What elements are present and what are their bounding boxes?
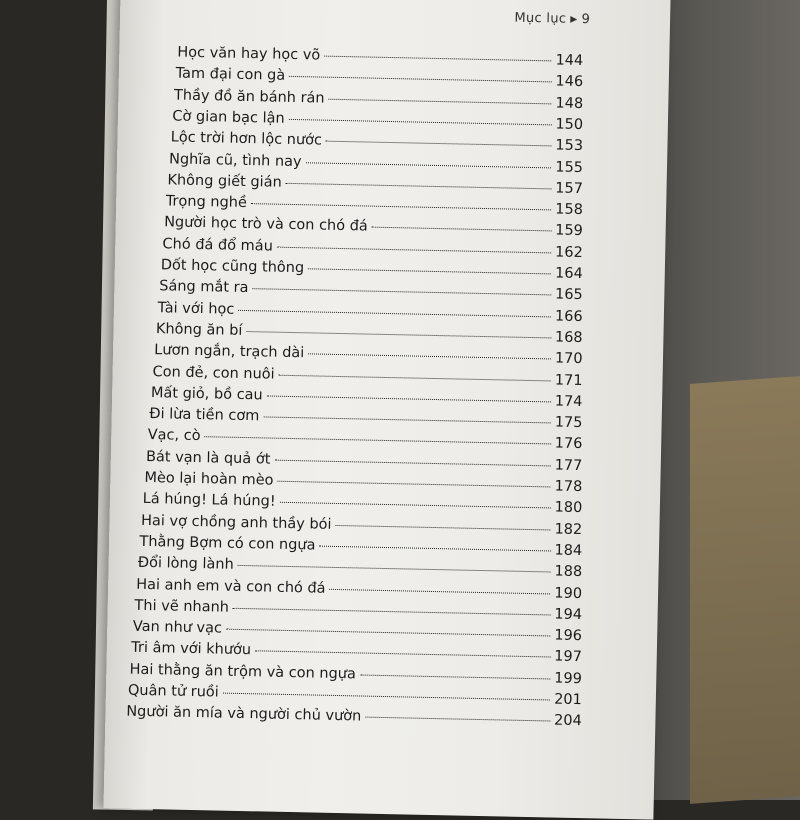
toc-entry-page: 155 [555,158,584,176]
table-of-contents [119,43,669,730]
toc-entry [151,385,583,410]
toc-entry-title: Đổi lòng lành [137,555,234,574]
dot-leader [289,76,551,82]
toc-entry [128,683,582,709]
toc-entry-title: Không ăn bí [155,321,243,339]
dot-leader [233,608,550,616]
dot-leader [255,651,550,658]
toc-entry-page: 162 [554,244,583,261]
toc-entry-page: 165 [554,286,583,304]
toc-entry-page: 175 [554,414,583,432]
toc-entry-title: Lươn ngắn, trạch dài [154,342,305,362]
toc-entry-title: Vạc, cò [147,427,201,445]
toc-entry [162,236,583,261]
dot-leader [326,141,551,147]
toc-entry-page: 153 [555,137,584,155]
dot-leader [252,288,551,295]
toc-entry-title: Thi vẽ nhanh [134,597,230,616]
toc-entry-title: Quân tử ruồi [127,682,219,701]
header-label: Mục lục [514,10,567,27]
toc-entry-page: 177 [554,457,583,474]
toc-entry [138,555,583,580]
toc-entry-page: 176 [554,435,583,453]
dot-leader [360,674,550,679]
toc-entry [141,512,582,537]
toc-entry-page: 188 [554,563,583,581]
toc-entry-page: 157 [555,180,584,197]
dot-leader [263,417,550,424]
dot-leader [330,588,551,594]
toc-entry-title: Lộc trời hơn lộc nước [170,129,323,149]
toc-entry [152,364,582,389]
toc-entry-page: 168 [554,329,583,346]
toc-entry-title: Tam đại con gà [175,65,286,85]
dot-leader [329,98,552,104]
dot-leader [204,437,550,445]
toc-entry-title: Sáng mắt ra [159,278,249,297]
dot-leader [226,629,550,637]
toc-entry-page: 194 [554,606,583,623]
toc-entry-page: 204 [553,712,582,730]
dot-leader [238,565,551,573]
toc-entry-page: 146 [555,73,584,91]
page-header [514,11,590,28]
toc-entry-page: 144 [555,52,584,70]
toc-entry [161,257,583,282]
toc-entry-page: 148 [555,95,584,112]
toc-entry [164,215,583,240]
dot-leader [246,331,551,338]
toc-entry-page: 164 [554,265,583,283]
toc-entry-page: 190 [554,585,583,602]
toc-entry-title: Học văn hay học võ [177,44,321,64]
toc-entry [136,576,582,601]
dot-leader [324,56,551,62]
header-page-number: 9 [581,11,591,28]
dot-leader [223,693,550,701]
toc-entry [143,491,583,516]
toc-entry-title: Thầy đồ ăn bánh rán [173,87,325,107]
toc-entry [139,534,582,559]
dot-leader [277,246,551,253]
toc-entry [166,193,583,218]
dot-leader [277,481,550,488]
toc-entry [146,449,583,474]
toc-entry-title: Người ăn mía và người chủ vườn [126,703,362,725]
toc-entry-title: Dốt học cũng thông [160,257,305,277]
dot-leader [274,459,550,466]
toc-entry [175,66,583,91]
toc-entry [133,619,582,644]
toc-entry-page: 197 [554,648,583,666]
toc-entry-title: Tài với học [157,299,235,318]
toc-entry [169,151,583,176]
toc-entry [149,406,582,431]
toc-entry-title: Hai vợ chồng anh thầy bói [140,512,332,533]
toc-entry-title: Chó đá đổ máu [162,235,274,255]
toc-entry-title: Con đẻ, con nuôi [152,363,275,383]
toc-entry [156,321,583,346]
background-box [690,376,800,804]
dot-leader [267,395,551,402]
toc-entry-page: 166 [554,308,583,325]
toc-entry-page: 196 [554,627,583,645]
toc-entry-page: 184 [554,542,583,560]
toc-entry-page: 158 [555,201,584,219]
toc-entry-title: Hai anh em và con chó đá [136,576,326,597]
dot-leader [308,268,551,274]
toc-entry-title: Người học trò và con chó đá [163,214,368,235]
toc-entry [174,87,583,112]
toc-entry-title: Mèo lại hoàn mèo [144,469,274,489]
dot-leader [372,227,551,232]
dot-leader [279,374,551,381]
toc-entry-title: Mất giỏ, bồ cau [150,384,263,404]
toc-entry-title: Trọng nghề [165,193,248,212]
toc-entry [172,108,583,133]
toc-entry [129,661,582,686]
dot-leader [286,183,552,190]
toc-entry-page: 159 [555,222,584,240]
toc-entry [144,470,582,495]
toc-entry [167,172,583,197]
toc-entry-page: 199 [554,670,583,687]
toc-entry-title: Đi lừa tiền cơm [149,406,260,425]
dot-leader [280,502,551,509]
toc-entry-page: 170 [554,350,583,368]
toc-entry [126,704,582,730]
toc-entry-title: Bát vạn là quả ớt [145,448,271,468]
book-page [103,0,670,820]
toc-entry-title: Cờ gian bạc lận [172,108,285,127]
toc-entry-page: 201 [553,691,583,709]
toc-entry [134,598,582,623]
toc-entry-title: Không giết gián [167,172,282,191]
toc-entry-title: Van như vạc [132,618,223,637]
dot-leader [251,203,551,210]
dot-leader [365,717,550,722]
toc-entry [171,130,584,155]
toc-entry-title: Nghĩa cũ, tình nay [168,150,302,170]
toc-entry [131,640,582,665]
dot-leader [238,309,551,317]
toc-entry-title: Lá húng! Lá húng! [142,491,276,510]
toc-entry-page: 180 [554,499,583,517]
toc-entry-page: 171 [554,372,583,389]
toc-entry-page: 150 [555,116,584,133]
dot-leader [336,525,551,531]
toc-entry [157,300,582,325]
toc-entry-page: 178 [554,478,583,496]
toc-entry-page: 174 [554,393,583,410]
toc-entry-title: Tri âm với khướu [131,640,252,659]
toc-entry [148,427,583,452]
dot-leader [289,119,552,126]
toc-entry [159,279,583,304]
toc-entry-page: 182 [554,521,583,538]
triangle-right-icon: ▶ [570,14,578,25]
toc-entry-title: Thằng Bợm có con ngựa [139,533,316,554]
dot-leader [308,354,551,360]
dot-leader [319,546,550,552]
dot-leader [306,162,552,168]
toc-entry [154,342,583,367]
toc-entry-title: Hai thằng ăn trộm và con ngựa [129,661,357,683]
toc-entry [177,45,583,69]
